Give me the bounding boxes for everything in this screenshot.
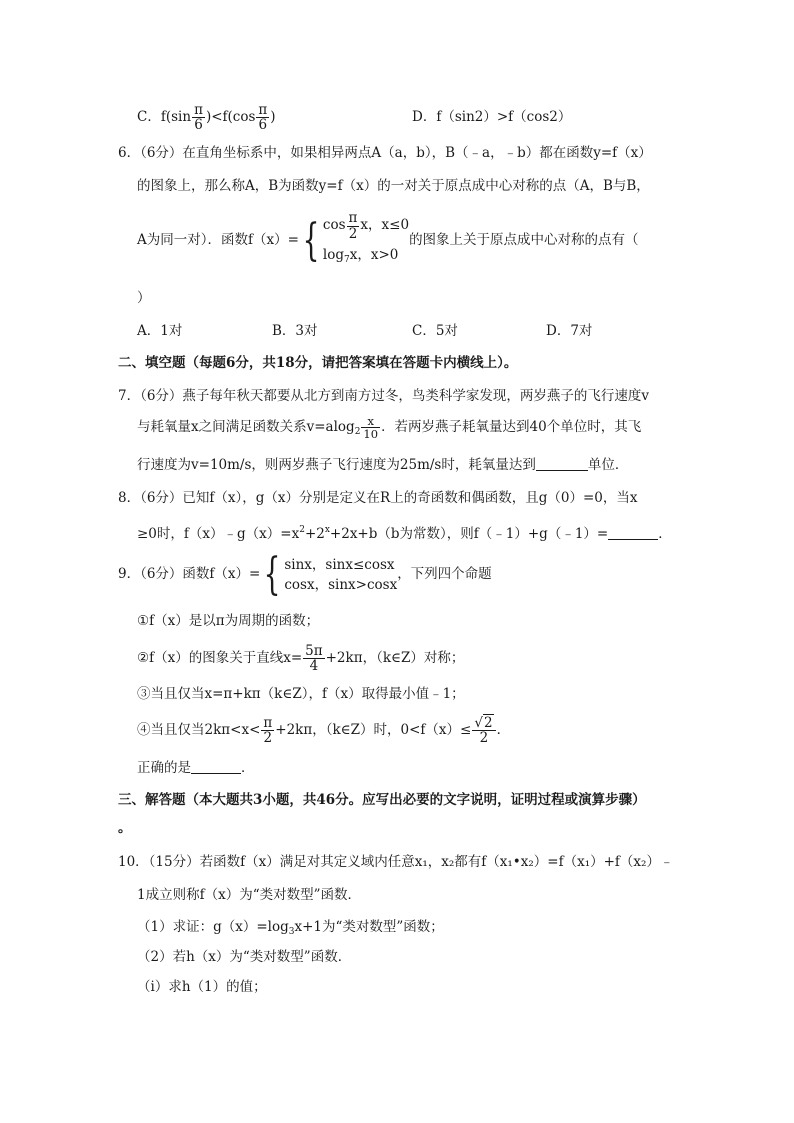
q7-line-3 (137, 455, 628, 475)
section-3-heading: 三、解答题（本大题共3小题，共46分。应写出必要的文字说明，证明过程或演算步骤） (118, 792, 646, 808)
piecewise-cases (323, 211, 409, 269)
fraction-pi-2: $\frac{\pi}{2}$ (348, 210, 358, 242)
q5-option-c (137, 103, 276, 132)
math-text: ) (270, 109, 276, 126)
q7-text: 与耗氧量x之间满足函数关系v=alog (137, 419, 355, 435)
fraction-x-10: $\frac{x}{10}$ (363, 413, 379, 441)
q6-option-d: D．7对 (546, 323, 593, 339)
answer-blank[interactable] (608, 525, 658, 540)
q6-line-3 (137, 210, 639, 270)
option-label: C． (137, 109, 161, 126)
sqrt-symbol: √2 (474, 714, 493, 731)
q7-text: 行速度为v=10m/s，则两岁燕子飞行速度为25m/s时，耗氧量达到 (137, 457, 536, 473)
q7-text: 单位． (587, 457, 629, 473)
q5-option-d: D．f（sin2）>f（cos2） (412, 109, 572, 125)
math-text: )<f(cos (205, 109, 256, 126)
q6-option-b: B．3对 (272, 323, 318, 339)
math-text: f(sin (160, 109, 192, 126)
q6-option-c: C．5对 (412, 323, 458, 339)
q9-proposition-1: ①f（x）是以π为周期的函数； (137, 613, 320, 629)
q9-line-1: 9．（6分）函数f（x）={ sinx，sinx≤cosx cosx，sinx>cosx ，下列四个命题 (118, 548, 492, 600)
fraction-5pi-4: $\frac{5\pi}{4}$ (305, 642, 323, 674)
frac-den: 6 (258, 117, 268, 134)
q6-line-2: 的图象上，那么称A，B为函数y=f（x）的一对关于原点成中心对称的点（A，B与B， (137, 178, 650, 194)
section-2-heading: 二、填空题（每题6分，共18分，请把答案填在答题卡内横线上）。 (118, 355, 518, 371)
q8-line-2: ≥0时，$f(x)﹣g(x)=x^2+2^x+2x+b(b$为常数），则f（﹣1）+g（﹣1）= ． (137, 525, 672, 542)
q10-part-2-i: （ⅰ）求h（1）的值； (137, 979, 267, 995)
q6-option-a: A．1对 (137, 323, 183, 339)
q6-line-1: 6．（6分）在直角坐标系中，如果相异两点A（a，b），B（﹣a，﹣b）都在函数y=f（x） (118, 145, 652, 161)
q6-line-3-end: 的图象上关于原点成中心对称的点有（ (409, 232, 639, 248)
q7-line-1: 7．（6分）燕子每年秋天都要从北方到南方过冬，鸟类科学家发现，两岁燕子的飞行速度v (118, 388, 650, 404)
q10-part-1: （1）求证：$g(x)=\log_3x+1$为“类对数型”函数； (137, 919, 444, 937)
piecewise-brace: { (302, 214, 320, 266)
case-2: $\log_7x$，x>0 (322, 246, 399, 265)
q10-line-1: 10．（15分）若函数f（x）满足对其定义域内任意x₁，x₂都有f（x₁•x₂）=f（x₁）+f（x₂）﹣ (118, 854, 674, 870)
q7-text: ．若两岁燕子耗氧量达到40个单位时，其飞 (381, 419, 642, 435)
section-3-heading-end: 。 (118, 820, 132, 836)
q9-answer: 正确的是 ． (137, 760, 255, 776)
fraction-pi-6 (192, 103, 205, 132)
q6-line-4: ） (137, 290, 151, 306)
answer-blank[interactable] (191, 759, 241, 774)
frac-num: π (194, 102, 203, 118)
q9-proposition-2: ②f（x）的图象关于直线x= $\frac{5\pi}{4}$ +2kπ，（k∈Z）对称； (137, 642, 465, 674)
piecewise-cases (284, 555, 397, 595)
fraction-sqrt2-2: $\frac{√2}{2}$ (472, 716, 495, 745)
case-2: cosx，sinx>cosx (284, 576, 398, 593)
fraction-pi-2: $\frac{\pi}{2}$ (263, 714, 273, 746)
frac-num: π (258, 102, 268, 118)
q8-line-1: 8．（6分）已知f（x），g（x）分别是定义在R上的奇函数和偶函数，且g（0）=0，当x (118, 490, 638, 506)
log-base: 2 (354, 427, 361, 437)
case-1: cos $\frac{\pi}{2}$ x，x≤0 (322, 210, 410, 242)
case-1: sinx，sinx≤cosx (284, 556, 395, 573)
q7-line-2 (137, 410, 641, 449)
q10-line-2: 1成立则称f（x）为“类对数型”函数． (137, 887, 362, 903)
q9-proposition-4: ④当且仅当2kπ<x< $\frac{\pi}{2}$ +2kπ，（k∈Z）时，0<f（x）≤ $\frac{√2}{2}$ ． (137, 714, 511, 746)
piecewise-brace: { (263, 548, 281, 600)
answer-blank[interactable] (536, 456, 588, 471)
q10-part-2: （2）若h（x）为“类对数型”函数． (137, 949, 352, 965)
q9-proposition-3: ③当且仅当x=π+kπ（k∈Z），f（x）取得最小值﹣1； (137, 686, 465, 702)
fraction-pi-6 (256, 103, 269, 132)
q6-func-label: A为同一对）．函数f（x）= (137, 232, 299, 248)
frac-den: 6 (194, 117, 203, 134)
